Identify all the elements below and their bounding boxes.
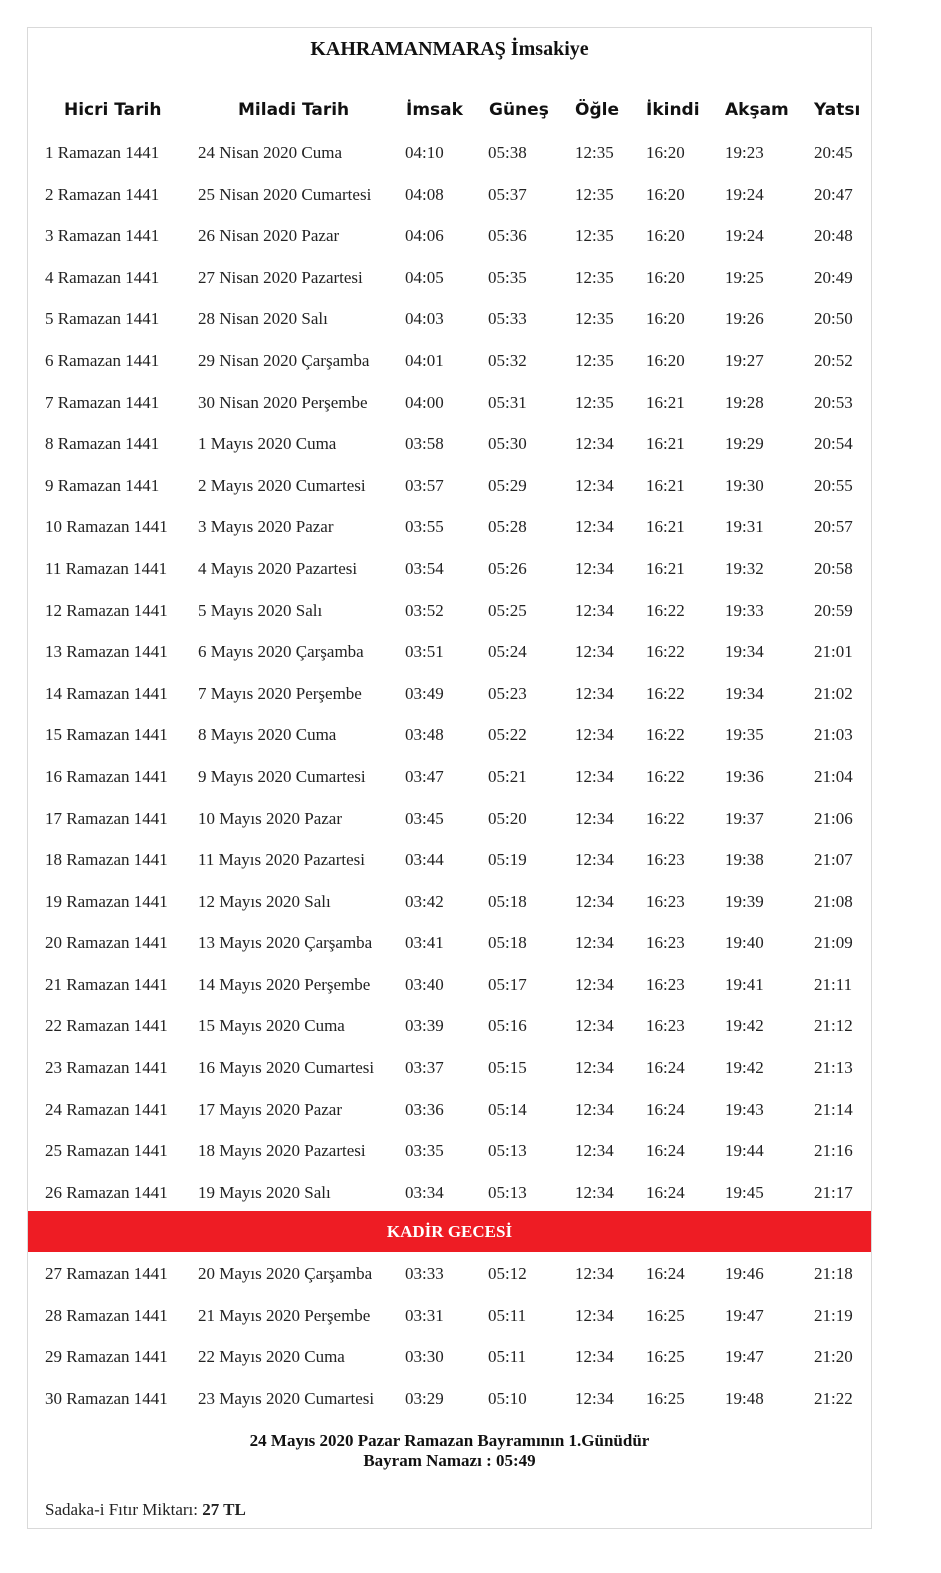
cell-ikindi: 16:22 xyxy=(646,725,685,745)
cell-imsak: 03:33 xyxy=(405,1264,444,1283)
cell-ikindi: 16:24 xyxy=(646,1058,685,1078)
cell-gunes: 05:36 xyxy=(488,226,527,246)
cell-aksam: 19:48 xyxy=(725,1388,764,1408)
cell-ogle: 12:34 xyxy=(575,891,614,911)
cell-ikindi: 16:21 xyxy=(646,392,685,412)
cell-miladi-tarih: 23 Mayıs 2020 Cumartesi xyxy=(198,1388,375,1408)
cell-ogle: 12:34 xyxy=(575,766,614,786)
table-row xyxy=(28,965,871,1007)
cell-aksam: 19:38 xyxy=(725,850,764,870)
table-row xyxy=(28,299,871,341)
cell-hicri-tarih: 10 Ramazan 1441 xyxy=(45,517,168,537)
cell-miladi-tarih: 17 Mayıs 2020 Pazar xyxy=(198,1099,343,1119)
cell-miladi-tarih: 10 Mayıs 2020 Pazar xyxy=(198,808,343,828)
cell-miladi-tarih: 28 Nisan 2020 Salı xyxy=(198,309,328,329)
table-row xyxy=(28,175,871,217)
cell-hicri-tarih: 5 Ramazan 1441 xyxy=(45,309,160,329)
cell-ikindi: 16:20 xyxy=(646,226,685,246)
cell-miladi-tarih: 7 Mayıs 2020 Perşembe xyxy=(198,683,362,703)
cell-ogle: 12:35 xyxy=(575,143,614,162)
cell-ogle: 12:35 xyxy=(575,226,614,246)
table-row xyxy=(28,632,871,674)
cell-imsak: 03:48 xyxy=(405,725,444,745)
cell-yatsi: 21:09 xyxy=(814,933,853,953)
cell-imsak: 03:31 xyxy=(405,1305,444,1325)
cell-ogle: 12:34 xyxy=(575,725,614,745)
cell-hicri-tarih: 27 Ramazan 1441 xyxy=(45,1264,168,1283)
cell-yatsi: 20:55 xyxy=(814,475,853,495)
cell-hicri-tarih: 26 Ramazan 1441 xyxy=(45,1182,168,1202)
cell-imsak: 03:41 xyxy=(405,933,444,953)
cell-imsak: 03:35 xyxy=(405,1141,444,1161)
cell-ogle: 12:34 xyxy=(575,683,614,703)
cell-yatsi: 21:16 xyxy=(814,1141,853,1161)
cell-ogle: 12:34 xyxy=(575,1058,614,1078)
cell-imsak: 03:55 xyxy=(405,517,444,537)
bayram-line: 24 Mayıs 2020 Pazar Ramazan Bayramının 1.Günüdür xyxy=(249,1431,650,1450)
cell-ogle: 12:35 xyxy=(575,184,614,204)
cell-imsak: 04:01 xyxy=(405,350,444,370)
cell-ikindi: 16:23 xyxy=(646,1016,685,1036)
cell-ikindi: 16:22 xyxy=(646,766,685,786)
cell-hicri-tarih: 2 Ramazan 1441 xyxy=(45,184,160,204)
cell-gunes: 05:13 xyxy=(488,1182,527,1202)
cell-ogle: 12:34 xyxy=(575,600,614,620)
cell-aksam: 19:47 xyxy=(725,1305,764,1325)
cell-yatsi: 20:48 xyxy=(814,226,853,246)
cell-yatsi: 20:53 xyxy=(814,392,853,412)
cell-ogle: 12:34 xyxy=(575,1305,614,1325)
cell-hicri-tarih: 15 Ramazan 1441 xyxy=(45,725,168,745)
cell-gunes: 05:33 xyxy=(488,309,527,329)
cell-gunes: 05:18 xyxy=(488,891,527,911)
sadaka-value: 27 TL xyxy=(202,1500,246,1519)
cell-hicri-tarih: 6 Ramazan 1441 xyxy=(45,350,160,370)
cell-miladi-tarih: 5 Mayıs 2020 Salı xyxy=(198,600,323,620)
cell-hicri-tarih: 12 Ramazan 1441 xyxy=(45,600,168,620)
cell-imsak: 04:03 xyxy=(405,309,444,329)
cell-yatsi: 20:45 xyxy=(814,143,853,162)
cell-yatsi: 21:02 xyxy=(814,683,853,703)
cell-miladi-tarih: 29 Nisan 2020 Çarşamba xyxy=(198,350,370,370)
cell-hicri-tarih: 30 Ramazan 1441 xyxy=(45,1388,168,1408)
cell-yatsi: 21:19 xyxy=(814,1305,853,1325)
cell-ogle: 12:34 xyxy=(575,1264,614,1283)
cell-ikindi: 16:23 xyxy=(646,974,685,994)
cell-imsak: 03:37 xyxy=(405,1058,444,1078)
cell-imsak: 03:34 xyxy=(405,1182,444,1202)
cell-ogle: 12:34 xyxy=(575,850,614,870)
cell-miladi-tarih: 4 Mayıs 2020 Pazartesi xyxy=(198,558,358,578)
cell-yatsi: 21:04 xyxy=(814,766,853,786)
cell-ogle: 12:34 xyxy=(575,1141,614,1161)
cell-ikindi: 16:25 xyxy=(646,1388,685,1408)
cell-ikindi: 16:21 xyxy=(646,558,685,578)
cell-ikindi: 16:24 xyxy=(646,1264,685,1283)
cell-miladi-tarih: 20 Mayıs 2020 Çarşamba xyxy=(198,1264,373,1283)
cell-gunes: 05:28 xyxy=(488,517,527,537)
cell-ogle: 12:34 xyxy=(575,475,614,495)
cell-aksam: 19:42 xyxy=(725,1058,764,1078)
cell-imsak: 04:05 xyxy=(405,267,444,287)
cell-ogle: 12:35 xyxy=(575,267,614,287)
cell-ikindi: 16:24 xyxy=(646,1099,685,1119)
table-row xyxy=(28,1090,871,1132)
cell-gunes: 05:35 xyxy=(488,267,527,287)
cell-imsak: 03:51 xyxy=(405,642,444,662)
table-row xyxy=(28,1296,871,1338)
cell-imsak: 03:36 xyxy=(405,1099,444,1119)
cell-ikindi: 16:20 xyxy=(646,267,685,287)
table-row xyxy=(28,840,871,882)
cell-aksam: 19:24 xyxy=(725,226,764,246)
cell-gunes: 05:29 xyxy=(488,475,527,495)
cell-aksam: 19:32 xyxy=(725,558,764,578)
cell-ikindi: 16:24 xyxy=(646,1182,685,1202)
cell-ogle: 12:34 xyxy=(575,1182,614,1202)
cell-ogle: 12:34 xyxy=(575,1099,614,1119)
table-row xyxy=(28,799,871,841)
cell-gunes: 05:26 xyxy=(488,558,527,578)
cell-yatsi: 21:12 xyxy=(814,1016,853,1036)
cell-yatsi: 21:14 xyxy=(814,1099,853,1119)
cell-gunes: 05:20 xyxy=(488,808,527,828)
cell-imsak: 03:54 xyxy=(405,558,444,578)
table-body-after xyxy=(28,1254,871,1420)
cell-miladi-tarih: 14 Mayıs 2020 Perşembe xyxy=(198,974,371,994)
sadaka-fitir xyxy=(45,1500,246,1520)
cell-gunes: 05:17 xyxy=(488,974,527,994)
cell-ogle: 12:35 xyxy=(575,350,614,370)
cell-aksam: 19:26 xyxy=(725,309,764,329)
cell-gunes: 05:10 xyxy=(488,1388,527,1408)
cell-gunes: 05:32 xyxy=(488,350,527,370)
table-row xyxy=(28,1379,871,1421)
cell-imsak: 03:42 xyxy=(405,891,444,911)
imsakiye-page xyxy=(27,27,872,1529)
table-row xyxy=(28,1173,871,1215)
cell-ogle: 12:34 xyxy=(575,434,614,454)
cell-hicri-tarih: 29 Ramazan 1441 xyxy=(45,1347,168,1367)
cell-imsak: 03:47 xyxy=(405,766,444,786)
cell-miladi-tarih: 6 Mayıs 2020 Çarşamba xyxy=(198,642,364,662)
cell-miladi-tarih: 13 Mayıs 2020 Çarşamba xyxy=(198,933,373,953)
cell-ikindi: 16:21 xyxy=(646,434,685,454)
cell-ikindi: 16:20 xyxy=(646,350,685,370)
cell-aksam: 19:46 xyxy=(725,1264,764,1283)
cell-ogle: 12:34 xyxy=(575,1347,614,1367)
header-miladi-tarih: Miladi Tarih xyxy=(238,100,350,120)
cell-aksam: 19:43 xyxy=(725,1099,764,1119)
cell-miladi-tarih: 3 Mayıs 2020 Pazar xyxy=(198,517,334,537)
page-title: KAHRAMANMARAŞ İmsakiye xyxy=(310,38,589,60)
cell-aksam: 19:37 xyxy=(725,808,764,828)
table-row xyxy=(28,1337,871,1379)
cell-miladi-tarih: 27 Nisan 2020 Pazartesi xyxy=(198,267,363,287)
cell-imsak: 03:29 xyxy=(405,1388,444,1408)
table-row xyxy=(28,882,871,924)
table-row xyxy=(28,466,871,508)
cell-imsak: 04:08 xyxy=(405,184,444,204)
cell-hicri-tarih: 23 Ramazan 1441 xyxy=(45,1058,168,1078)
table-row xyxy=(28,424,871,466)
cell-imsak: 03:45 xyxy=(405,808,444,828)
table-row xyxy=(28,674,871,716)
cell-yatsi: 21:17 xyxy=(814,1182,853,1202)
cell-ogle: 12:34 xyxy=(575,974,614,994)
cell-aksam: 19:44 xyxy=(725,1141,764,1161)
cell-hicri-tarih: 7 Ramazan 1441 xyxy=(45,392,160,412)
cell-aksam: 19:42 xyxy=(725,1016,764,1036)
table-row xyxy=(28,1131,871,1173)
cell-hicri-tarih: 20 Ramazan 1441 xyxy=(45,933,168,953)
cell-miladi-tarih: 25 Nisan 2020 Cumartesi xyxy=(198,184,372,204)
cell-yatsi: 21:22 xyxy=(814,1388,853,1408)
cell-ogle: 12:34 xyxy=(575,642,614,662)
cell-hicri-tarih: 11 Ramazan 1441 xyxy=(45,558,168,578)
cell-yatsi: 20:50 xyxy=(814,309,853,329)
cell-gunes: 05:21 xyxy=(488,766,527,786)
cell-ikindi: 16:25 xyxy=(646,1347,685,1367)
cell-yatsi: 21:01 xyxy=(814,642,853,662)
cell-miladi-tarih: 26 Nisan 2020 Pazar xyxy=(198,226,340,246)
cell-imsak: 04:06 xyxy=(405,226,444,246)
cell-aksam: 19:34 xyxy=(725,683,764,703)
cell-miladi-tarih: 8 Mayıs 2020 Cuma xyxy=(198,725,337,745)
table-row xyxy=(28,216,871,258)
cell-ikindi: 16:23 xyxy=(646,850,685,870)
cell-aksam: 19:35 xyxy=(725,725,764,745)
cell-miladi-tarih: 11 Mayıs 2020 Pazartesi xyxy=(198,850,365,870)
cell-hicri-tarih: 14 Ramazan 1441 xyxy=(45,683,168,703)
cell-imsak: 03:58 xyxy=(405,434,444,454)
cell-aksam: 19:28 xyxy=(725,392,764,412)
cell-ikindi: 16:20 xyxy=(646,143,685,162)
table-row xyxy=(28,757,871,799)
cell-ikindi: 16:20 xyxy=(646,309,685,329)
cell-miladi-tarih: 9 Mayıs 2020 Cumartesi xyxy=(198,766,366,786)
cell-ogle: 12:34 xyxy=(575,517,614,537)
cell-imsak: 03:40 xyxy=(405,974,444,994)
header-aksam: Akşam xyxy=(725,100,789,120)
cell-yatsi: 21:20 xyxy=(814,1347,853,1367)
cell-ikindi: 16:22 xyxy=(646,808,685,828)
cell-hicri-tarih: 4 Ramazan 1441 xyxy=(45,267,160,287)
cell-yatsi: 21:11 xyxy=(814,974,853,994)
cell-miladi-tarih: 21 Mayıs 2020 Perşembe xyxy=(198,1305,371,1325)
cell-gunes: 05:30 xyxy=(488,434,527,454)
kadir-gecesi-banner: KADİR GECESİ xyxy=(28,1211,871,1252)
cell-yatsi: 21:08 xyxy=(814,891,853,911)
table-row xyxy=(28,258,871,300)
cell-miladi-tarih: 12 Mayıs 2020 Salı xyxy=(198,891,331,911)
cell-gunes: 05:25 xyxy=(488,600,527,620)
cell-hicri-tarih: 8 Ramazan 1441 xyxy=(45,434,160,454)
cell-miladi-tarih: 22 Mayıs 2020 Cuma xyxy=(198,1347,345,1367)
cell-miladi-tarih: 19 Mayıs 2020 Salı xyxy=(198,1182,331,1202)
cell-hicri-tarih: 24 Ramazan 1441 xyxy=(45,1099,168,1119)
cell-aksam: 19:27 xyxy=(725,350,764,370)
table-row xyxy=(28,383,871,425)
table-row xyxy=(28,341,871,383)
header-ikindi: İkindi xyxy=(646,100,700,120)
cell-aksam: 19:34 xyxy=(725,642,764,662)
cell-aksam: 19:39 xyxy=(725,891,764,911)
cell-gunes: 05:18 xyxy=(488,933,527,953)
cell-ikindi: 16:24 xyxy=(646,1141,685,1161)
cell-ogle: 12:34 xyxy=(575,1388,614,1408)
cell-miladi-tarih: 24 Nisan 2020 Cuma xyxy=(198,143,343,162)
cell-aksam: 19:41 xyxy=(725,974,764,994)
cell-yatsi: 21:13 xyxy=(814,1058,853,1078)
cell-gunes: 05:38 xyxy=(488,143,527,162)
cell-ogle: 12:35 xyxy=(575,309,614,329)
cell-gunes: 05:11 xyxy=(488,1305,527,1325)
cell-aksam: 19:31 xyxy=(725,517,764,537)
cell-miladi-tarih: 1 Mayıs 2020 Cuma xyxy=(198,434,337,454)
cell-yatsi: 21:06 xyxy=(814,808,853,828)
cell-hicri-tarih: 28 Ramazan 1441 xyxy=(45,1305,168,1325)
cell-aksam: 19:23 xyxy=(725,143,764,162)
cell-aksam: 19:25 xyxy=(725,267,764,287)
cell-hicri-tarih: 17 Ramazan 1441 xyxy=(45,808,168,828)
table-body xyxy=(28,133,871,1214)
cell-aksam: 19:29 xyxy=(725,434,764,454)
cell-yatsi: 20:57 xyxy=(814,517,853,537)
sadaka-label: Sadaka-i Fıtır Miktarı: xyxy=(45,1500,198,1519)
table-row xyxy=(28,1254,871,1296)
cell-ogle: 12:34 xyxy=(575,558,614,578)
cell-aksam: 19:36 xyxy=(725,766,764,786)
cell-gunes: 05:22 xyxy=(488,725,527,745)
cell-miladi-tarih: 30 Nisan 2020 Perşembe xyxy=(198,392,368,412)
cell-imsak: 03:39 xyxy=(405,1016,444,1036)
table-row xyxy=(28,507,871,549)
cell-yatsi: 20:52 xyxy=(814,350,853,370)
cell-ikindi: 16:25 xyxy=(646,1305,685,1325)
cell-imsak: 03:44 xyxy=(405,850,444,870)
cell-yatsi: 20:59 xyxy=(814,600,853,620)
cell-ikindi: 16:22 xyxy=(646,642,685,662)
cell-gunes: 05:19 xyxy=(488,850,527,870)
cell-miladi-tarih: 18 Mayıs 2020 Pazartesi xyxy=(198,1141,366,1161)
cell-gunes: 05:31 xyxy=(488,392,527,412)
cell-hicri-tarih: 9 Ramazan 1441 xyxy=(45,475,160,495)
cell-imsak: 03:57 xyxy=(405,475,444,495)
cell-yatsi: 21:07 xyxy=(814,850,853,870)
header-ogle: Öğle xyxy=(575,100,619,120)
cell-ikindi: 16:21 xyxy=(646,517,685,537)
cell-hicri-tarih: 18 Ramazan 1441 xyxy=(45,850,168,870)
cell-imsak: 03:52 xyxy=(405,600,444,620)
cell-imsak: 03:49 xyxy=(405,683,444,703)
cell-aksam: 19:47 xyxy=(725,1347,764,1367)
cell-hicri-tarih: 21 Ramazan 1441 xyxy=(45,974,168,994)
cell-ikindi: 16:23 xyxy=(646,891,685,911)
cell-gunes: 05:23 xyxy=(488,683,527,703)
cell-ogle: 12:34 xyxy=(575,1016,614,1036)
header-hicri-tarih: Hicri Tarih xyxy=(64,100,162,120)
cell-gunes: 05:14 xyxy=(488,1099,527,1119)
bayram-namazi-line: Bayram Namazı : 05:49 xyxy=(363,1451,536,1470)
table-row xyxy=(28,1048,871,1090)
cell-aksam: 19:33 xyxy=(725,600,764,620)
cell-yatsi: 21:18 xyxy=(814,1264,853,1283)
cell-hicri-tarih: 22 Ramazan 1441 xyxy=(45,1016,168,1036)
cell-ikindi: 16:21 xyxy=(646,475,685,495)
cell-yatsi: 20:49 xyxy=(814,267,853,287)
cell-gunes: 05:15 xyxy=(488,1058,527,1078)
header-imsak: İmsak xyxy=(406,100,463,120)
cell-hicri-tarih: 19 Ramazan 1441 xyxy=(45,891,168,911)
table-row xyxy=(28,1006,871,1048)
cell-hicri-tarih: 3 Ramazan 1441 xyxy=(45,226,160,246)
cell-gunes: 05:11 xyxy=(488,1347,527,1367)
header-gunes: Güneş xyxy=(489,100,549,120)
header-yatsi: Yatsı xyxy=(814,100,861,120)
cell-gunes: 05:13 xyxy=(488,1141,527,1161)
table-row xyxy=(28,715,871,757)
cell-hicri-tarih: 16 Ramazan 1441 xyxy=(45,766,168,786)
cell-yatsi: 20:58 xyxy=(814,558,853,578)
cell-miladi-tarih: 15 Mayıs 2020 Cuma xyxy=(198,1016,345,1036)
table-row xyxy=(28,549,871,591)
cell-ogle: 12:34 xyxy=(575,933,614,953)
table-row xyxy=(28,591,871,633)
cell-aksam: 19:40 xyxy=(725,933,764,953)
cell-hicri-tarih: 25 Ramazan 1441 xyxy=(45,1141,168,1161)
cell-hicri-tarih: 1 Ramazan 1441 xyxy=(45,143,160,162)
cell-miladi-tarih: 2 Mayıs 2020 Cumartesi xyxy=(198,475,366,495)
bayram-info xyxy=(28,1431,871,1471)
cell-gunes: 05:37 xyxy=(488,184,527,204)
cell-yatsi: 20:47 xyxy=(814,184,853,204)
cell-hicri-tarih: 13 Ramazan 1441 xyxy=(45,642,168,662)
cell-ikindi: 16:20 xyxy=(646,184,685,204)
cell-ogle: 12:34 xyxy=(575,808,614,828)
cell-yatsi: 21:03 xyxy=(814,725,853,745)
cell-gunes: 05:24 xyxy=(488,642,527,662)
cell-ikindi: 16:22 xyxy=(646,600,685,620)
cell-miladi-tarih: 16 Mayıs 2020 Cumartesi xyxy=(198,1058,375,1078)
cell-ikindi: 16:22 xyxy=(646,683,685,703)
table-row xyxy=(28,923,871,965)
cell-aksam: 19:24 xyxy=(725,184,764,204)
cell-imsak: 04:10 xyxy=(405,143,444,162)
cell-imsak: 03:30 xyxy=(405,1347,444,1367)
cell-aksam: 19:30 xyxy=(725,475,764,495)
cell-ikindi: 16:23 xyxy=(646,933,685,953)
table-row xyxy=(28,133,871,175)
cell-ogle: 12:35 xyxy=(575,392,614,412)
cell-aksam: 19:45 xyxy=(725,1182,764,1202)
cell-yatsi: 20:54 xyxy=(814,434,853,454)
cell-gunes: 05:16 xyxy=(488,1016,527,1036)
cell-gunes: 05:12 xyxy=(488,1264,527,1283)
cell-imsak: 04:00 xyxy=(405,392,444,412)
